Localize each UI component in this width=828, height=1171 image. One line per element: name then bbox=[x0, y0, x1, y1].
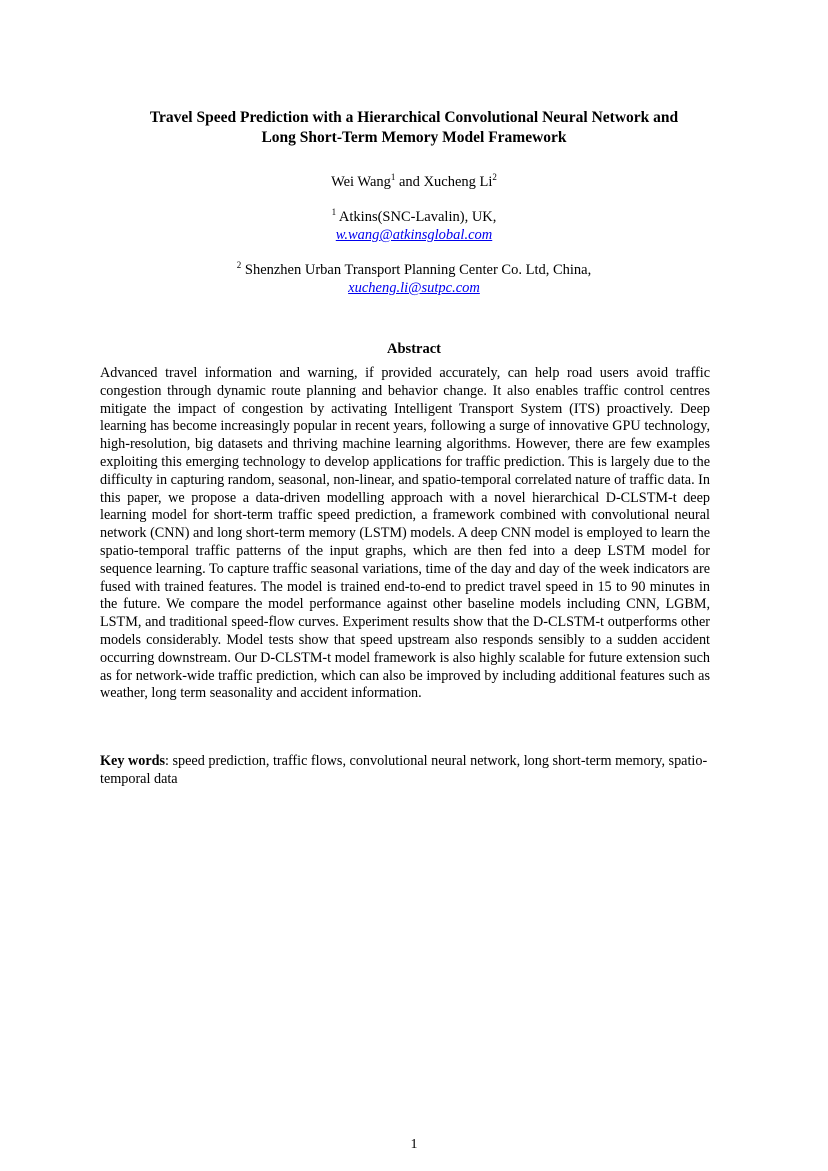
author-1-affiliation-mark: 1 bbox=[390, 172, 396, 182]
author-name-2: Xucheng Li bbox=[423, 174, 493, 190]
keywords-list: : speed prediction, traffic flows, convolutional neural network, long short-term memory, spatio-temporal data bbox=[100, 753, 708, 787]
affiliation-1-name: Atkins(SNC-Lavalin), UK, bbox=[336, 209, 497, 225]
affiliation-2-email-link[interactable]: xucheng.li@sutpc.com bbox=[348, 280, 480, 296]
paper-title-line-1: Travel Speed Prediction with a Hierarchical Convolutional Neural Network and bbox=[149, 109, 679, 126]
affiliation-1 bbox=[0, 208, 828, 244]
affiliation-2-name-line bbox=[0, 261, 828, 279]
paper-title-line-2: Long Short-Term Memory Model Framework bbox=[261, 129, 567, 146]
affiliation-1-email-link[interactable]: w.wang@atkinsglobal.com bbox=[335, 227, 493, 243]
author-name-1: Wei Wang bbox=[331, 174, 391, 190]
author-2-affiliation-mark: 2 bbox=[492, 172, 497, 182]
affiliation-1-mark: 1 bbox=[331, 207, 337, 217]
paper-title bbox=[60, 108, 768, 148]
keywords-label: Key words bbox=[100, 753, 166, 769]
abstract-heading: Abstract bbox=[387, 341, 441, 357]
abstract-body: Advanced travel information and warning, if provided accurately, can help road users avoid traffic congestion through dynamic route planning and behavior change. It also enables traffic control centres mitigate the impact of congestion by activating Intelligent Transport System (ITS) proactively. Deep learning has become increasingly popular in recent years, following a surge of innovative GPU technology, high-resolution, big datasets and thriving machine learning algorithms. However, there are few examples exploiting this emerging technology to develop applications for traffic prediction. This is largely due to the difficulty in capturing random, seasonal, non-linear, and spatio-temporal correlated nature of traffic data. In this paper, we propose a data-driven modelling approach with a novel hierarchical D-CLSTM-t deep learning model for short-term traffic speed prediction, a framework combined with convolutional neural network (CNN) and long short-term memory (LSTM) models. A deep CNN model is employed to learn the spatio-temporal traffic patterns of the input graphs, which are then fed into a deep LSTM model for sequence learning. To capture traffic seasonal variations, time of the day and day of the week indicators are fused with trained features. The model is trained end-to-end to predict travel speed in 15 to 90 minutes in the future. We compare the model performance against other baseline models including CNN, LGBM, LSTM, and traditional speed-flow curves. Experiment results show that the D-CLSTM-t outperforms other models considerably. Model tests show that speed upstream also responds sensibly to a sudden accident occurring downstream. Our D-CLSTM-t model framework is also highly scalable for future extension such as for network-wide traffic prediction, which can also be improved by including additional features such as weather, long term seasonality and accident information. bbox=[100, 365, 710, 702]
affiliation-2-mark: 2 bbox=[236, 260, 242, 270]
affiliation-1-email-line bbox=[0, 226, 828, 244]
page-number: 1 bbox=[410, 1137, 418, 1152]
affiliation-2-email-line bbox=[0, 279, 828, 297]
keywords-paragraph bbox=[100, 752, 712, 788]
affiliation-1-name-line bbox=[0, 208, 828, 226]
author-list bbox=[0, 173, 828, 191]
author-conjunction: and bbox=[395, 174, 424, 190]
affiliation-2-name: Shenzhen Urban Transport Planning Center Co. Ltd, China, bbox=[241, 262, 592, 278]
affiliation-2 bbox=[0, 261, 828, 297]
